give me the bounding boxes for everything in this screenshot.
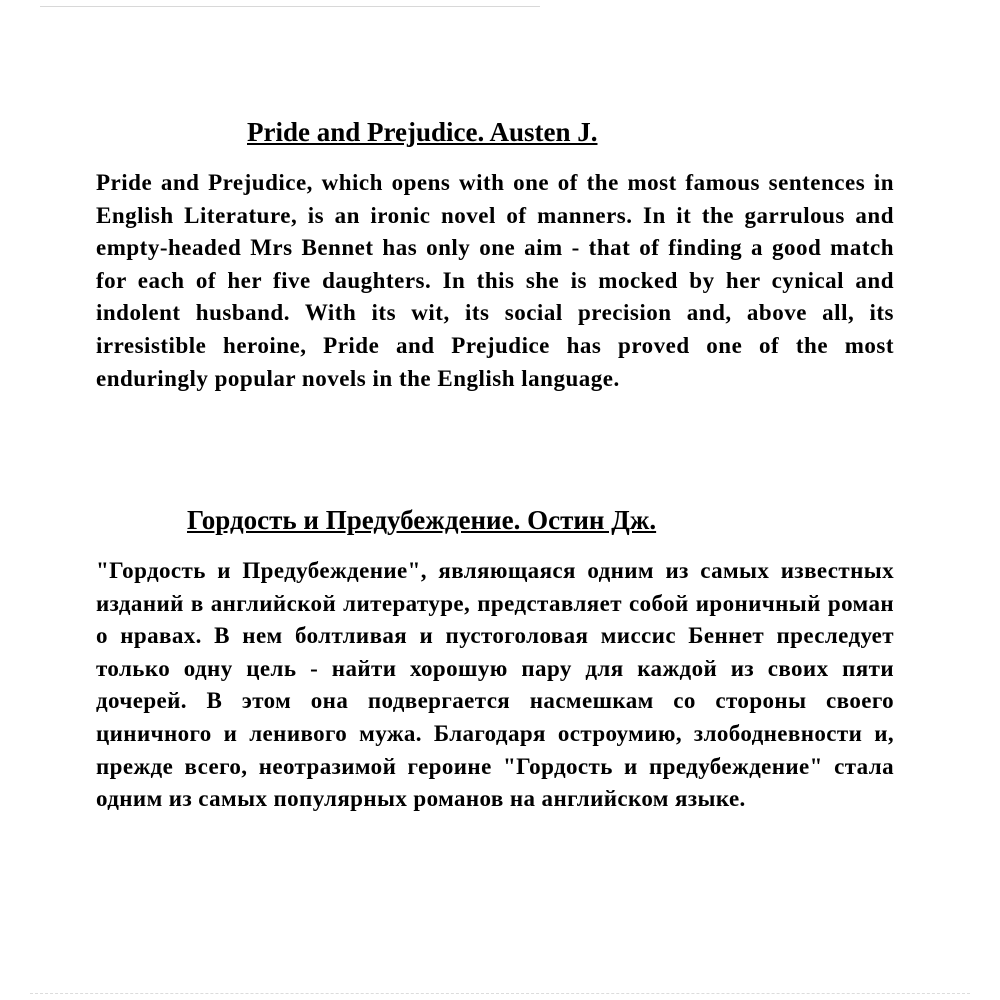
russian-title: Гордость и Предубеждение. Остин Дж.	[187, 505, 657, 535]
bottom-divider	[30, 993, 970, 995]
english-description: Pride and Prejudice, which opens with one of the most famous sentences in English Literature, is an ironic novel of manners. In it the garrulous and empty-headed Mrs Bennet has only one aim - that of finding a good match for each of her five daughters. In this she is mocked by her cynical and indolent husband. With its wit, its social precision and, above all, its irresistible heroine, Pride and Prejudice has proved one of the most enduringly popular novels in the English language.	[96, 170, 894, 391]
english-title: Pride and Prejudice. Austen J.	[247, 117, 598, 147]
russian-description: "Гордость и Предубеждение", являющаяся одним из самых известных изданий в английской литературе, представляет собой ироничный роман о нравах. В нем болтливая и пустоголовая миссис Беннет преследует только одну цель - найти хорошую пару для каждой из своих пяти дочерей. В этом она подвергается насмешкам со стороны своего циничного и ленивого мужа. Благодаря остроумию, злободневности и, прежде всего, неотразимой героине "Гордость и предубеждение" стала одним из самых популярных романов на английском языке.	[96, 558, 894, 812]
top-divider	[40, 6, 540, 7]
